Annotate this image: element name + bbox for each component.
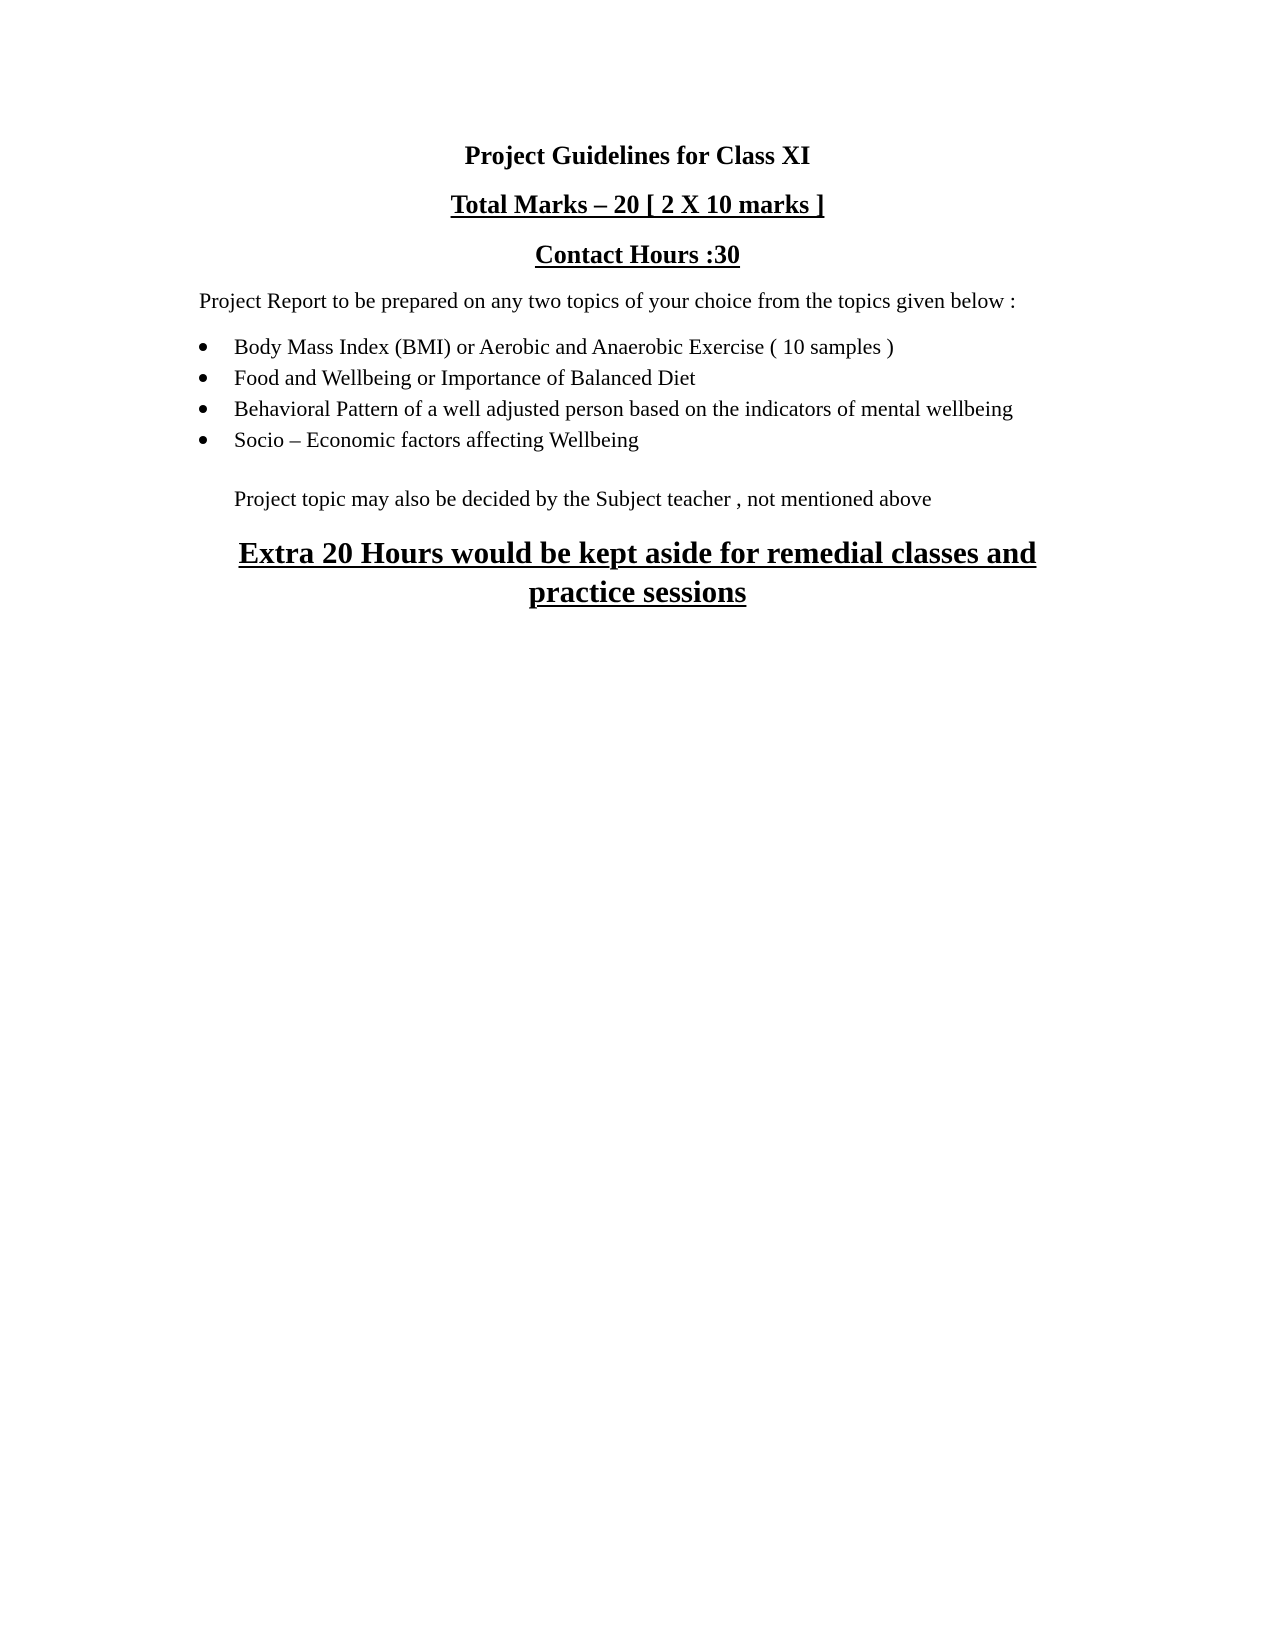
topic-text: Socio – Economic factors affecting Wellbeing bbox=[234, 427, 639, 452]
bullet-icon bbox=[199, 405, 207, 413]
intro-paragraph: Project Report to be prepared on any two topics of your choice from the topics given below : bbox=[199, 288, 1016, 313]
topic-text: Behavioral Pattern of a well adjusted person based on the indicators of mental wellbeing bbox=[234, 396, 1013, 421]
contact-hours-heading: Contact Hours :30 bbox=[534, 240, 741, 269]
total-marks-heading: Total Marks – 20 [ 2 X 10 marks ] bbox=[450, 190, 825, 219]
document-title: Project Guidelines for Class XI bbox=[464, 141, 811, 170]
bullet-icon bbox=[199, 436, 207, 444]
bullet-icon bbox=[199, 374, 207, 382]
topic-text: Body Mass Index (BMI) or Aerobic and Anaerobic Exercise ( 10 samples ) bbox=[234, 334, 894, 359]
extra-hours-notice: Extra 20 Hours would be kept aside for remedial classes and practice sessions bbox=[238, 535, 1037, 609]
teacher-note: Project topic may also be decided by the Subject teacher , not mentioned above bbox=[234, 486, 932, 511]
topic-text: Food and Wellbeing or Importance of Balanced Diet bbox=[234, 365, 696, 390]
bullet-icon bbox=[199, 343, 207, 351]
